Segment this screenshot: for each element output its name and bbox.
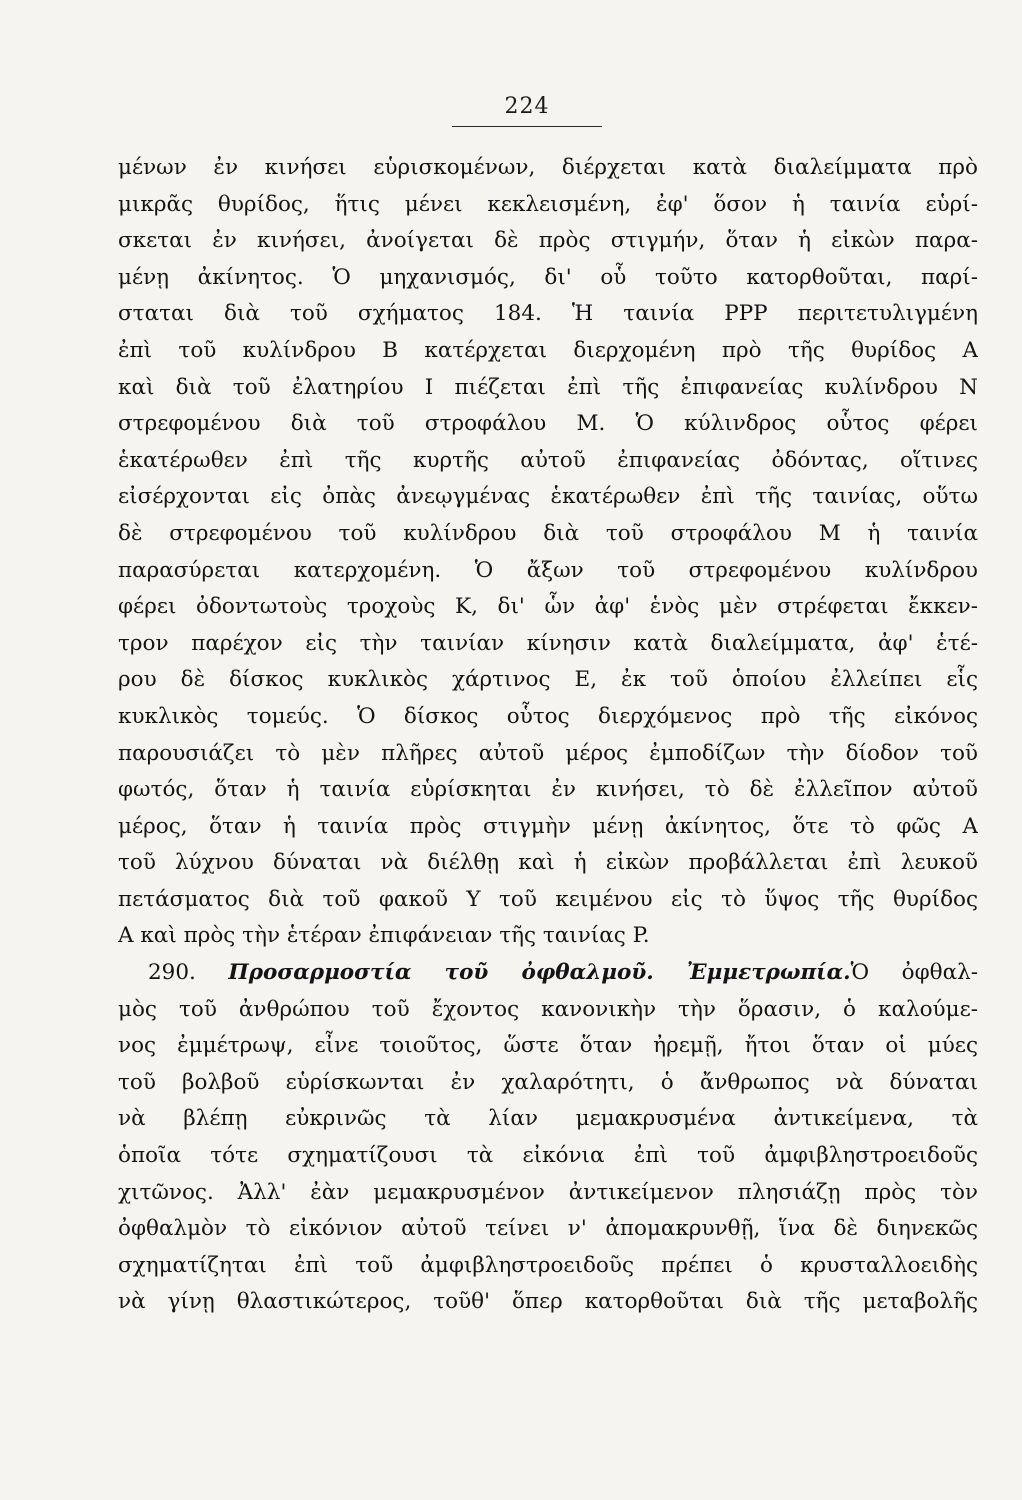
text-line: ρου δὲ δίσκος κυκλικὸς χάρτινος E, ἐκ τοῦ ὁποίου ἐλλείπει εἷς <box>118 667 978 693</box>
text-line: ἐπὶ τοῦ κυλίνδρου B κατέρχεται διερχομένη πρὸ τῆς θυρίδος A <box>118 337 978 363</box>
body-text <box>118 150 978 1321</box>
text-line: παρουσιάζει τὸ μὲν πλῆρες αὐτοῦ μέρος ἐμποδίζων τὴν δίοδον τοῦ <box>118 740 978 766</box>
text-line: κυκλικὸς τομεύς. Ὁ δίσκος οὗτος διερχόμενος πρὸ τῆς εἰκόνος <box>118 703 978 729</box>
section-heading-line <box>118 955 978 992</box>
page-number: 224 <box>504 94 550 119</box>
text-line: καὶ διὰ τοῦ ἐλατηρίου I πιέζεται ἐπὶ τῆς ἐπιφανείας κυλίνδρου N <box>118 374 978 400</box>
section-first-line-rest: Ὁ ὀφθαλ- <box>850 960 978 986</box>
text-line: σκεται ἐν κινήσει, ἀνοίγεται δὲ πρὸς στιγμήν, ὅταν ἡ εἰκὼν παρα- <box>118 228 978 254</box>
text-line: μένῃ ἀκίνητος. Ὁ μηχανισμός, δι' οὗ τοῦτο κατορθοῦται, παρί- <box>118 264 978 290</box>
header-rule <box>452 126 602 127</box>
text-line: νος ἐμμέτρωψ, εἶνε τοιοῦτος, ὥστε ὅταν ἠρεμῇ, ἤτοι ὅταν οἱ μύες <box>118 1033 978 1059</box>
text-line: μέρος, ὅταν ἡ ταινία πρὸς στιγμὴν μένῃ ἀκίνητος, ὅτε τὸ φῶς A <box>118 813 978 839</box>
text-line: μένων ἐν κινήσει εὑρισκομένων, διέρχεται κατὰ διαλείμματα πρὸ <box>118 155 978 180</box>
text-line: παρασύρεται κατερχομένη. Ὁ ἄξων τοῦ στρεφομένου κυλίνδρου <box>118 557 978 583</box>
text-line: ἑκατέρωθεν ἐπὶ τῆς κυρτῆς αὐτοῦ ἐπιφανείας ὀδόντας, οἵτινες <box>118 447 978 473</box>
text-line: στρεφομένου διὰ τοῦ στροφάλου M. Ὁ κύλινδρος οὗτος φέρει <box>118 411 978 437</box>
section-number: 290. <box>148 960 196 986</box>
text-line: σχηματίζηται ἐπὶ τοῦ ἀμφιβληστροειδοῦς πρέπει ὁ κρυσταλλοειδὴς <box>118 1252 978 1278</box>
text-line: ὀφθαλμὸν τὸ εἰκόνιον αὐτοῦ τείνει ν' ἀπομακρυνθῇ, ἵνα δὲ διηνεκῶς <box>118 1216 978 1242</box>
section-title: Προσαρμοστία τοῦ ὀφθαλμοῦ. Ἐμμετρωπία. <box>228 960 851 986</box>
text-line: νὰ γίνῃ θλαστικώτερος, τοῦθ' ὅπερ κατορθοῦται διὰ τῆς μεταβολῆς <box>118 1289 978 1315</box>
text-line: φωτός, ὅταν ἡ ταινία εὑρίσκηται ἐν κινήσει, τὸ δὲ ἐλλεῖπον αὐτοῦ <box>118 777 978 803</box>
text-line: νὰ βλέπῃ εὐκρινῶς τὰ λίαν μεμακρυσμένα ἀντικείμενα, τὰ <box>118 1106 978 1132</box>
text-line: τοῦ βολβοῦ εὑρίσκωνται ἐν χαλαρότητι, ὁ ἄνθρωπος νὰ δύναται <box>118 1069 978 1095</box>
text-line: ὁποῖα τότε σχηματίζουσι τὰ εἰκόνια ἐπὶ τοῦ ἀμφιβληστροειδοῦς <box>118 1143 978 1169</box>
text-line: μὸς τοῦ ἀνθρώπου τοῦ ἔχοντος κανονικὴν τὴν ὅρασιν, ὁ καλούμε- <box>118 996 978 1022</box>
text-line: πετάσματος διὰ τοῦ φακοῦ Υ τοῦ κειμένου εἰς τὸ ὕψος τῆς θυρίδος <box>118 886 978 912</box>
text-line: τοῦ λύχνου δύναται νὰ διέλθῃ καὶ ἡ εἰκὼν προβάλλεται ἐπὶ λευκοῦ <box>118 850 978 876</box>
text-line: τρον παρέχον εἰς τὴν ταινίαν κίνησιν κατὰ διαλείμματα, ἀφ' ἑτέ- <box>118 630 978 656</box>
text-line: σταται διὰ τοῦ σχήματος 184. Ἡ ταινία PPP περιτετυλιγμένη <box>118 301 978 327</box>
text-line: δὲ στρεφομένου τοῦ κυλίνδρου διὰ τοῦ στροφάλου M ἡ ταινία <box>118 520 978 546</box>
text-line: εἰσέρχονται εἰς ὀπὰς ἀνεῳγμένας ἑκατέρωθεν ἐπὶ τῆς ταινίας, οὕτω <box>118 484 978 510</box>
text-line: χιτῶνος. Ἀλλ' ἐὰν μεμακρυσμένον ἀντικείμενον πλησιάζῃ πρὸς τὸν <box>118 1179 978 1205</box>
text-line: φέρει ὀδοντωτοὺς τροχοὺς K, δι' ὧν ἀφ' ἑνὸς μὲν στρέφεται ἔκκεν- <box>118 594 978 620</box>
text-line: μικρᾶς θυρίδος, ἥτις μένει κεκλεισμένη, ἐφ' ὅσον ἡ ταινία εὑρί- <box>118 191 978 217</box>
paragraph-last-line: A καὶ πρὸς τὴν ἑτέραν ἐπιφάνειαν τῆς ταινίας P. <box>118 923 650 949</box>
